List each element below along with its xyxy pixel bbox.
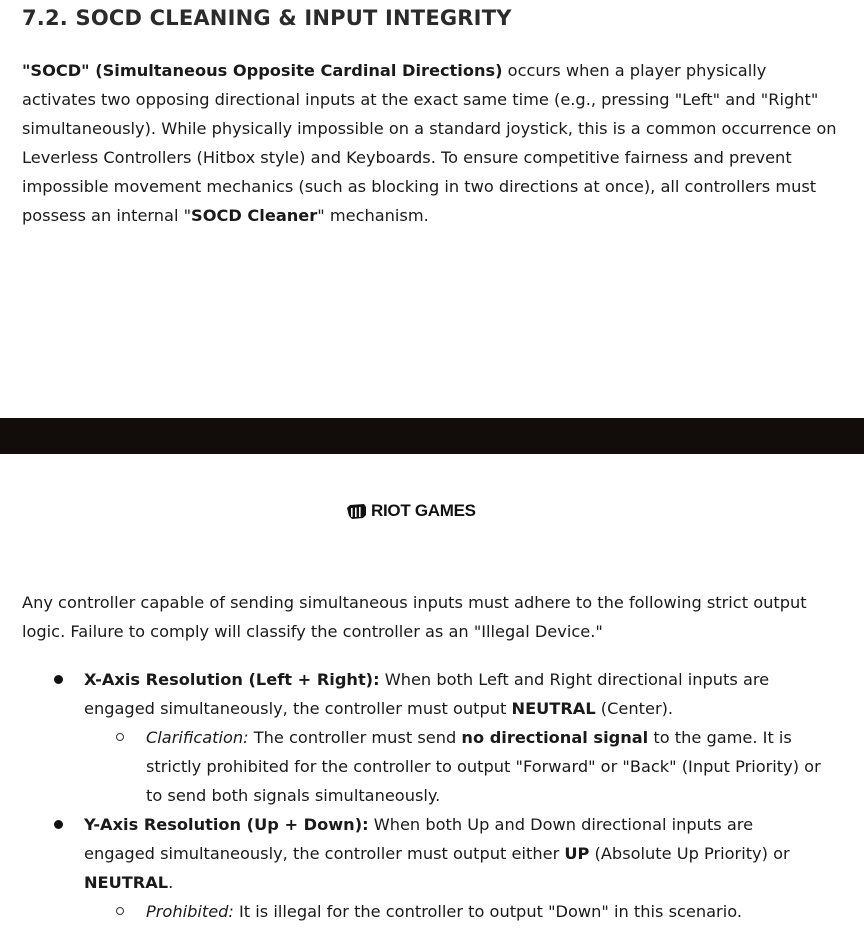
riot-games-logo	[346, 501, 476, 521]
hollow-bullet-icon	[116, 907, 124, 915]
y-axis-text-3: .	[168, 873, 174, 892]
socd-term: "SOCD" (Simultaneous Opposite Cardinal Directions)	[22, 61, 503, 80]
section-heading: 7.2. SOCD CLEANING & INPUT INTEGRITY	[22, 6, 512, 30]
intro-text-1: occurs when a player physically activates two opposing directional inputs at the exact same time (e.g., pressing "Left" and "Right" simultaneously). While physically impossible on a standard joystick, this is a common occurrence on Leverless Controllers (Hitbox style) and Keyboards. To ensure competitive fairness and prevent impossible movement mechanics (such as blocking in two directions at once), all controllers must possess an internal "	[22, 61, 837, 225]
y-axis-neutral: NEUTRAL	[84, 873, 169, 892]
prohibited-label: Prohibited:	[146, 902, 234, 921]
page-bottom	[0, 454, 864, 942]
x-axis-neutral: NEUTRAL	[511, 699, 596, 718]
sub-item-clarification	[84, 723, 824, 810]
page-top	[0, 0, 864, 418]
clarification-strong: no directional signal	[461, 728, 649, 747]
intro-text-2: " mechanism.	[317, 206, 429, 225]
list-item-y-axis	[0, 810, 864, 926]
clarification-text-1: The controller must send	[248, 728, 462, 747]
rules-intro-paragraph: Any controller capable of sending simultaneous inputs must adhere to the following strict output logic. Failure to comply will classify the controller as an "Illegal Device."	[22, 593, 807, 641]
intro-paragraph	[22, 56, 842, 230]
socd-cleaner-term: SOCD Cleaner	[191, 206, 318, 225]
sub-item-prohibited	[84, 897, 824, 926]
x-axis-title: X-Axis Resolution (Left + Right):	[84, 670, 380, 689]
y-axis-text-2: (Absolute Up Priority) or	[589, 844, 790, 863]
clarification-text-2: to the game. It is strictly prohibited for the controller to output "Forward" or "Back" (Input Priority) or to send both signals simultaneously.	[146, 728, 821, 805]
x-axis-text-2: (Center).	[595, 699, 674, 718]
y-axis-text-1: When both Up and Down directional inputs are engaged simultaneously, the controller must output either	[84, 815, 754, 863]
list-item-x-axis	[0, 665, 864, 810]
rules-list	[0, 665, 864, 926]
y-axis-title: Y-Axis Resolution (Up + Down):	[84, 815, 369, 834]
logo-text: RIOT GAMES	[371, 501, 476, 520]
riot-fist-icon	[346, 503, 367, 520]
prohibited-text: It is illegal for the controller to output "Down" in this scenario.	[233, 902, 742, 921]
page-divider	[0, 418, 864, 454]
clarification-label: Clarification:	[146, 728, 249, 747]
y-axis-up: UP	[564, 844, 590, 863]
bullet-dot-icon	[54, 675, 63, 684]
hollow-bullet-icon	[116, 733, 124, 741]
x-axis-text-1: When both Left and Right directional inputs are engaged simultaneously, the controller must output	[84, 670, 770, 718]
bullet-dot-icon	[54, 820, 63, 829]
